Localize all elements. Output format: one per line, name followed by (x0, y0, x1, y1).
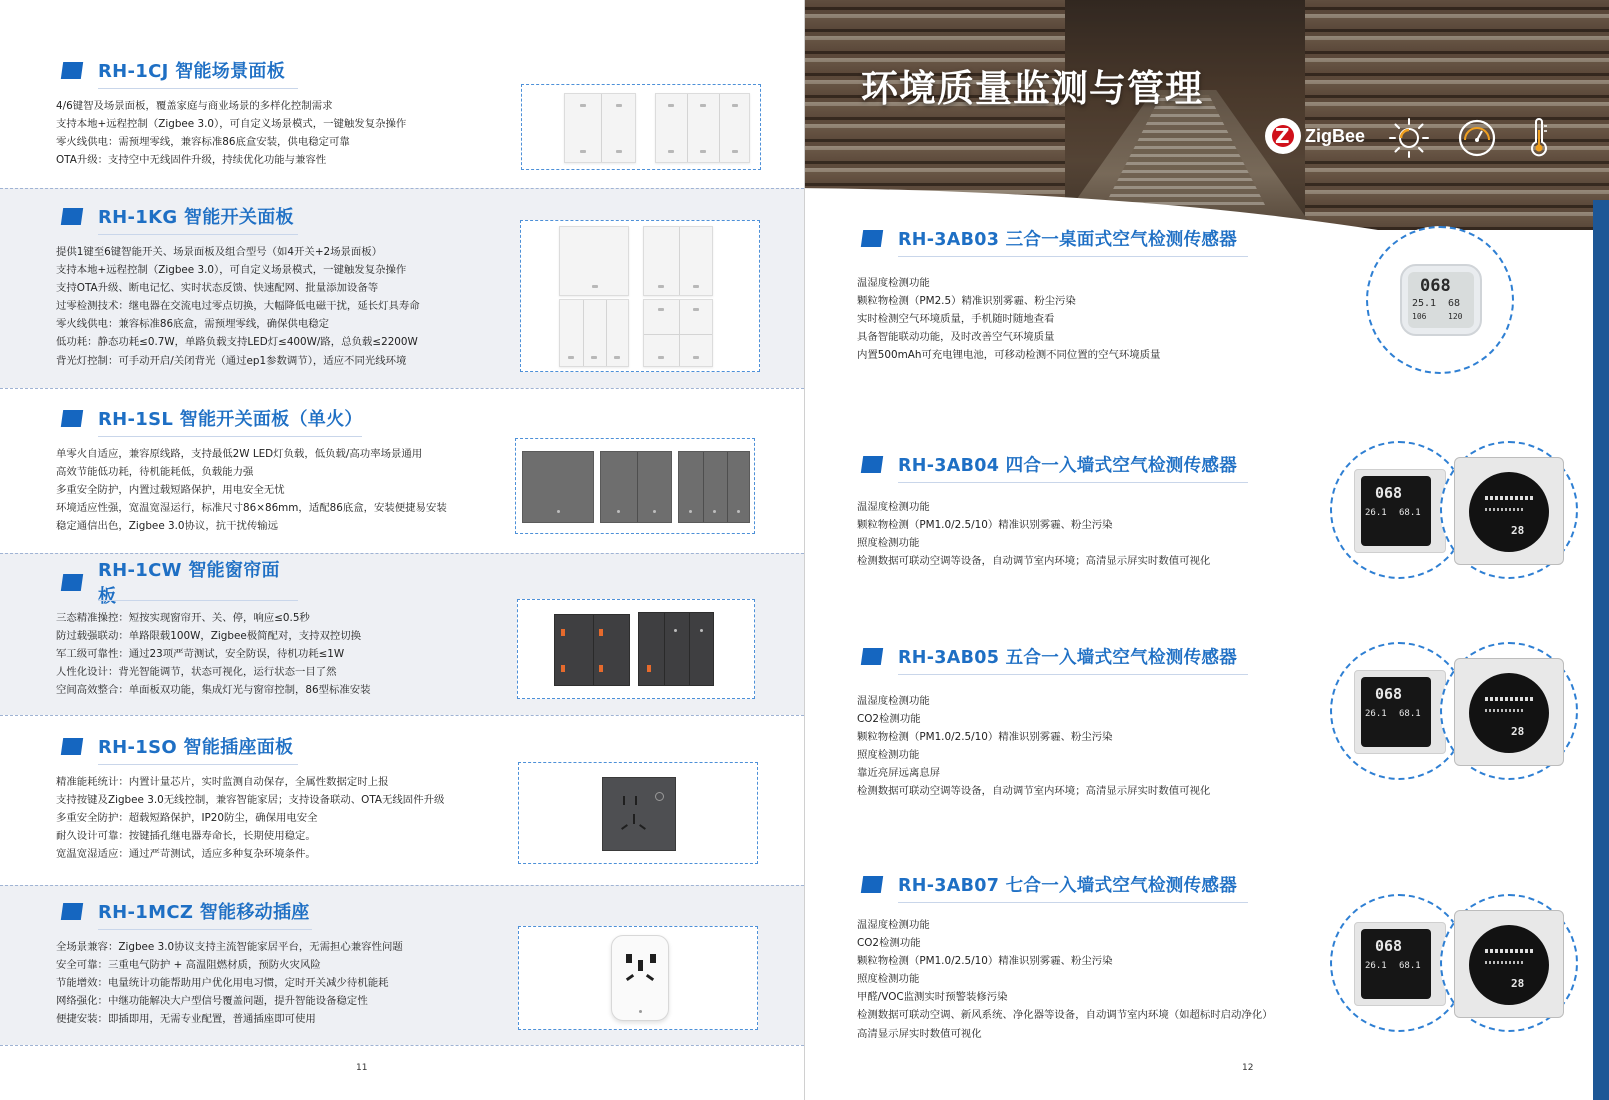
product-image-rh-3ab03 (1366, 226, 1514, 374)
switch-panel-4key (643, 299, 713, 367)
product-image-rh-3ab07-round (1440, 894, 1578, 1032)
feature-line: 甲醛/VOC监测实时预警装修污染 (857, 991, 1008, 1004)
feature-list-rh-3ab03 (857, 274, 1160, 364)
wall-sensor-round: 28 (1454, 457, 1564, 565)
page-number: 12 (1242, 1063, 1254, 1073)
feature-line: 具备智能联动功能，及时改善空气环境质量 (857, 331, 1055, 344)
feature-line: 实时检测空气环境质量，手机随时随地查看 (857, 313, 1055, 326)
switch-panel-2key (643, 226, 713, 296)
feature-list-rh-1mcz (56, 938, 403, 1028)
section-title-rh-3ab07: RH-3AB07 七合一入墙式空气检测传感器 (862, 869, 1242, 899)
section-title-rh-3ab04: RH-3AB04 四合一入墙式空气检测传感器 (862, 449, 1242, 479)
feature-line: 人性化设计：背光智能调节，状态可视化，运行状态一目了然 (56, 666, 337, 679)
product-image-rh-3ab04-round (1440, 441, 1578, 579)
scene-panel-4key (564, 93, 636, 163)
title-marker-icon (861, 456, 883, 473)
feature-line: 检测数据可联动空调等设备，自动调节室内环境；高清显示屏实时数值可视化 (857, 785, 1211, 798)
gauge-icon (1455, 116, 1499, 160)
feature-line: CO2检测功能 (857, 937, 921, 950)
feature-line: 网络强化：中继功能解决大户型信号覆盖问题，提升智能设备稳定性 (56, 995, 368, 1008)
feature-line: 节能增效：电量统计功能帮助用户优化用电习惯，定时开关减少待机能耗 (56, 977, 389, 990)
title-marker-icon (61, 62, 83, 79)
product-image-rh-1cw (517, 599, 755, 699)
page-title: 环境质量监测与管理 (861, 67, 1203, 110)
sun-icon (1387, 116, 1431, 160)
section-divider (0, 885, 804, 886)
feature-line: 稳定通信出色，Zigbee 3.0协议，抗干扰传输远 (56, 520, 279, 533)
mobile-plug-socket (611, 935, 669, 1021)
feature-line: CO2检测功能 (857, 713, 921, 726)
feature-line: 背光灯控制：可手动开启/关闭背光（通过ep1参数调节），适应不同光线环境 (56, 354, 407, 367)
title-marker-icon (61, 903, 83, 920)
title-marker-icon (61, 410, 83, 427)
switch-panel-1key (559, 226, 629, 296)
feature-list-rh-3ab07 (857, 916, 1273, 1043)
feature-line: 温湿度检测功能 (857, 695, 930, 707)
feature-line: 单零火自适应，兼容原线路，支持最低2W LED灯负载，低负载/高功率场景通用 (56, 448, 423, 460)
feature-line: 零火线供电：兼容标准86底盒，需预埋零线，确保供电稳定 (56, 318, 329, 331)
single-fire-panel-1key (522, 451, 594, 523)
feature-line: OTA升级：支持空中无线固件升级，持续优化功能与兼容性 (56, 154, 327, 167)
wall-sensor-square: 068 26.1 68.1 (1354, 922, 1446, 1006)
title-marker-icon (61, 208, 83, 225)
scene-panel-6key (655, 93, 750, 163)
feature-line: 照度检测功能 (857, 537, 920, 550)
feature-line: 检测数据可联动空调等设备，自动调节室内环境；高清显示屏实时数值可视化 (857, 555, 1211, 568)
feature-line: 环境适应性强，宽温宽湿运行，标准尺寸86×86mm，适配86底盒，安装便捷易安装 (56, 502, 447, 515)
feature-line: 高效节能低功耗，待机能耗低，负载能力强 (56, 466, 254, 479)
feature-list-rh-1kg (56, 243, 420, 370)
feature-line: 支持本地+远程控制（Zigbee 3.0），可自定义场景模式，一键触发复杂操作 (56, 118, 407, 131)
product-image-rh-1sl (515, 438, 755, 534)
feature-line: 全场景兼容：Zigbee 3.0协议支持主流智能家居平台，无需担心兼容性问题 (56, 941, 403, 953)
product-image-rh-1kg (520, 220, 760, 372)
section-divider (0, 1045, 804, 1046)
feature-list-rh-3ab05 (857, 692, 1210, 801)
feature-line: 三态精准操控：短按实现窗帘开、关、停，响应≤0.5秒 (56, 612, 310, 624)
zigbee-logo: Z ZigBee (1265, 118, 1365, 154)
section-divider (0, 388, 804, 389)
feature-line: 支持OTA升级、断电记忆、实时状态反馈、快速配网、批量添加设备等 (56, 282, 379, 295)
feature-line: 4/6键智及场景面板，覆盖家庭与商业场景的多样化控制需求 (56, 100, 333, 112)
feature-line: 照度检测功能 (857, 749, 920, 762)
title-marker-icon (61, 738, 83, 755)
title-marker-icon (861, 648, 883, 665)
section-divider (0, 715, 804, 716)
feature-line: 低功耗：静态功耗≤0.7W，单路负载支持LED灯≤400W/路，总负载≤2200W (56, 336, 418, 349)
feature-line: 支持本地+远程控制（Zigbee 3.0），可自定义场景模式，一键触发复杂操作 (56, 264, 407, 277)
left-page (0, 0, 804, 1100)
feature-line: 安全可靠：三重电气防护 + 高温阻燃材质，预防火灾风险 (56, 959, 321, 972)
section-divider (0, 188, 804, 189)
wall-socket-panel (602, 777, 676, 851)
feature-list-rh-1cj (56, 97, 406, 169)
feature-line: 宽温宽湿适应：通过严苛测试，适应多种复杂环境条件。 (56, 848, 316, 861)
feature-list-rh-3ab04 (857, 498, 1210, 570)
page-edge-band (1593, 200, 1609, 1100)
feature-line: 检测数据可联动空调、新风系统、净化器等设备，自动调节室内环境（如超标时启动净化） (857, 1009, 1273, 1022)
desktop-air-sensor (1400, 264, 1482, 336)
feature-line: 颗粒物检测（PM1.0/2.5/10）精准识别雾霾、粉尘污染 (857, 519, 1113, 532)
feature-line: 军工级可靠性：通过23项严苛测试，安全防误，待机功耗≤1W (56, 648, 345, 661)
feature-line: 多重安全防护，内置过载短路保护，用电安全无忧 (56, 484, 285, 497)
single-fire-panel-2key (600, 451, 672, 523)
section-title-rh-1cw: RH-1CW 智能窗帘面板 (62, 567, 298, 597)
title-marker-icon (861, 876, 883, 893)
single-fire-panel-3key (678, 451, 750, 523)
title-marker-icon (861, 230, 883, 247)
feature-line: 精准能耗统计：内置计量芯片，实时监测自动保存，全属性数据定时上报 (56, 776, 389, 788)
feature-line: 支持按键及Zigbee 3.0无线控制，兼容智能家居；支持设备联动、OTA无线固件升级 (56, 794, 445, 807)
section-title-rh-1so: RH-1SO 智能插座面板 (62, 731, 298, 761)
feature-line: 防过载强联动：单路限载100W，Zigbee极简配对，支持双控切换 (56, 630, 362, 643)
feature-line: 靠近亮屏远离息屏 (857, 767, 941, 780)
section-title-rh-1mcz: RH-1MCZ 智能移动插座 (62, 896, 312, 926)
feature-line: 零火线供电：需预埋零线，兼容标准86底盒安装，供电稳定可靠 (56, 136, 350, 149)
product-image-rh-3ab05-round (1440, 642, 1578, 780)
section-title-rh-3ab05: RH-3AB05 五合一入墙式空气检测传感器 (862, 641, 1242, 671)
sensor-screen: 068 25.1 68 106 120 (1408, 272, 1474, 328)
section-title-rh-1cj: RH-1CJ 智能场景面板 (62, 55, 298, 85)
feature-line: 温湿度检测功能 (857, 501, 930, 513)
page-number: 11 (356, 1063, 368, 1073)
feature-line: 多重安全防护：超载短路保护，IP20防尘，确保用电安全 (56, 812, 318, 825)
feature-line: 耐久设计可靠：按键插孔继电器寿命长，长期使用稳定。 (56, 830, 316, 843)
product-image-rh-1mcz (518, 926, 758, 1030)
wall-sensor-square: 068 26.1 68.1 (1354, 670, 1446, 754)
section-divider (0, 553, 804, 554)
feature-line: 温湿度检测功能 (857, 277, 930, 289)
feature-line: 过零检测技术：继电器在交流电过零点切换，大幅降低电磁干扰，延长灯具寿命 (56, 300, 420, 313)
curtain-panel-2key (554, 614, 630, 686)
feature-line: 温湿度检测功能 (857, 919, 930, 931)
wall-sensor-round: 28 (1454, 658, 1564, 766)
feature-list-rh-1so (56, 773, 444, 863)
feature-line: 便捷安装：即插即用，无需专业配置，普通插座即可使用 (56, 1013, 316, 1026)
feature-line: 颗粒物检测（PM1.0/2.5/10）精准识别雾霾、粉尘污染 (857, 731, 1113, 744)
wall-sensor-round: 28 (1454, 910, 1564, 1018)
section-title-rh-1kg: RH-1KG 智能开关面板 (62, 201, 298, 231)
zigbee-logo-icon (1265, 118, 1301, 154)
section-title-rh-3ab03: RH-3AB03 三合一桌面式空气检测传感器 (862, 223, 1242, 253)
feature-line: 高清显示屏实时数值可视化 (857, 1027, 982, 1040)
product-image-rh-1cj (521, 84, 761, 170)
curtain-panel-3key (638, 612, 714, 686)
feature-line: 提供1键至6键智能开关、场景面板及组合型号（如4开关+2场景面板） (56, 246, 383, 258)
feature-line: 颗粒物检测（PM2.5）精准识别雾霾、粉尘污染 (857, 295, 1076, 308)
product-image-rh-1so (518, 762, 758, 864)
thermometer-icon (1517, 116, 1561, 160)
feature-list-rh-1sl (56, 445, 447, 535)
feature-line: 颗粒物检测（PM1.0/2.5/10）精准识别雾霾、粉尘污染 (857, 955, 1113, 968)
feature-line: 照度检测功能 (857, 973, 920, 986)
title-marker-icon (61, 574, 83, 591)
switch-panel-3key (559, 299, 629, 367)
wall-sensor-square: 068 26.1 68.1 (1354, 469, 1446, 553)
section-title-rh-1sl: RH-1SL 智能开关面板（单火） (62, 403, 362, 433)
feature-line: 空间高效整合：单面板双功能，集成灯光与窗帘控制，86型标准安装 (56, 684, 371, 697)
feature-list-rh-1cw (56, 609, 371, 699)
feature-line: 内置500mAh可充电锂电池，可移动检测不同位置的空气环境质量 (857, 349, 1161, 362)
